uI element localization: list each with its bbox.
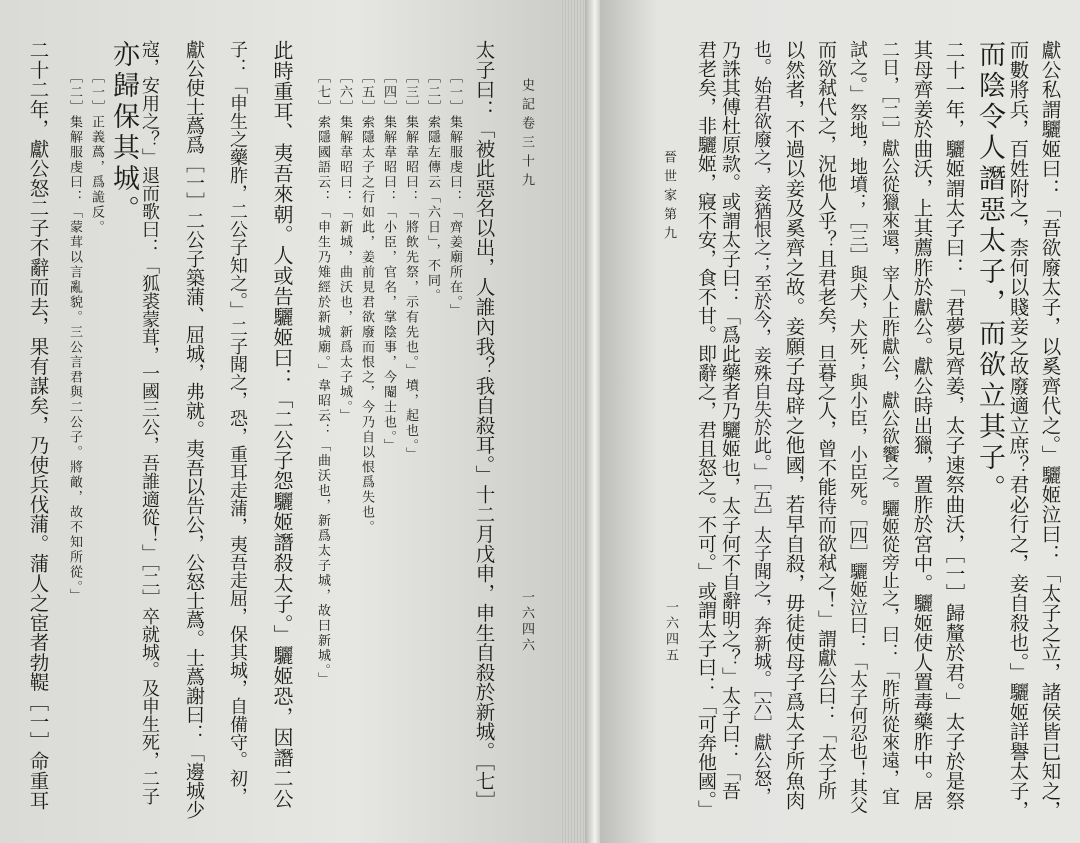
text-column: 而欲弒代之，況他人乎？且君老矣，旦暮之人，曾不能待而欲弒之！」謂獻公曰：「太子所 <box>815 40 837 800</box>
footnote: ［一］集解服虔曰：「齊姜廟所在。」 <box>447 70 462 319</box>
text-column: 二日，［二］獻公從獵來還，宰人上胙獻公，獻公欲饗之。驪姬從旁止之，曰：「胙所從來遠，宜 <box>879 40 900 805</box>
text-column: 乃誅其傅杜原款。或謂太子曰：「爲此藥者乃驪姬也，太子何不自辭明之？」太子曰：「吾 <box>719 40 741 800</box>
text-column: 以然者，不過以妾及奚齊之故。妾願子母辟之他國，若早自殺，毋徒使母子爲太子所魚肉 <box>782 40 806 811</box>
bleed-through-text <box>409 40 440 72</box>
footnote: ［六］集解韋昭曰：「新城，曲沃也，新爲太子城。」 <box>337 70 352 424</box>
footnote: ［三］集解韋昭曰：「將飲先祭，示有先也。」墳，起也。」 <box>403 70 418 462</box>
text-column: 寇，安用之？」退而歌曰：「狐裘蒙茸，一國三公，吾誰適從！」［二］卒就城。及申生死，二子 <box>139 40 160 805</box>
text-column: 君老矣，非驪姬，寢不安，食不甘。即辭之，君且怒之。不可。」或謂太子曰：「可奔他國。」 <box>695 40 717 819</box>
text-column: 也。始君欲廢之，妾猶恨之；至於今，妾殊自失於此。」［五］太子聞之，奔新城。［六］獻公怒， <box>751 40 772 805</box>
text-column: 此時重耳、夷吾來朝。人或告驪姬曰：「二公子怨驪姬譖殺太子。」驪姬恐，因譖二公 <box>270 40 294 809</box>
text-column: 其母齊姜於曲沃，上其薦胙於獻公。獻公時出獵，置胙於宮中。驪姬使人置毒藥胙中。居 <box>910 40 934 811</box>
right-page <box>600 0 1080 843</box>
footnote: ［四］集解韋昭曰：「小臣，官名，掌陰事，今閹士也。」 <box>381 70 396 454</box>
footnote: ［二］索隱左傳云「六日」，不同。 <box>425 70 440 304</box>
footnote: ［五］索隱太子之行如此，姜前見君欲廢而恨之，今乃自以恨爲失也。 <box>359 70 374 535</box>
text-column: 亦歸保其城。 <box>108 40 139 226</box>
running-header: 晉世家第九 <box>661 150 676 245</box>
footnote: ［二］集解服虔曰：「蒙茸以言亂貌。三公言君與二公子。將敵，故不知所從。」 <box>67 70 82 604</box>
text-column: 二十一年，驪姬謂太子曰：「君夢見齊姜，太子速祭曲沃，［一］歸釐於君。」太子於是祭 <box>942 40 966 811</box>
text-column: 而陰令人譖惡太子，而欲立其子。 <box>974 40 1005 505</box>
footnote: ［一］正義蔿，爲詭反。 <box>89 70 104 235</box>
text-column: 子：「申生之藥胙，二公子知之。」二子聞之，恐，重耳走蒲，夷吾走屈，保其城，自備守。初， <box>227 40 248 805</box>
text-column: 二十二年，獻公怒二子不辭而去，果有謀矣，乃使兵伐蒲。蒲人之宦者勃鞮［一］命重耳 <box>26 40 50 811</box>
text-column: 而數將兵，百姓附之，柰何以賤妾之故廢適立庶？君必行之，妾自殺也。」驪姬詳譽太子， <box>1006 40 1030 821</box>
running-header: 史記卷三十九 <box>519 78 534 192</box>
text-column: 獻公私謂驪姬曰：「吾欲廢太子，以奚齊代之。」驪姬泣曰：「太子之立，諸侯皆已知之， <box>1038 40 1062 821</box>
text-column: 太子曰：「被此惡名以出，人誰內我？我自殺耳。」十二月戊申，申生自殺於新城。［七］ <box>472 40 496 811</box>
page-number: 一六四五 <box>663 600 678 664</box>
page-number: 一六四六 <box>519 590 534 654</box>
text-column: 獻公使士蔿爲［一］二公子築蒲、屈城，弗就。夷吾以告公，公怒士蔿。士蔿謝曰：「邊城少 <box>183 40 205 819</box>
page-edges <box>560 0 588 843</box>
text-column: 試之。」祭地，地墳；［三］與犬，犬死；與小臣，小臣死。［四］驪姬泣曰：「太子何忍也！其父 <box>847 40 868 814</box>
footnote: ［七］索隱國語云：「申生乃雉經於新城廟。」韋昭云：「曲沃也，新爲太子城，故曰新城。」 <box>315 70 330 687</box>
